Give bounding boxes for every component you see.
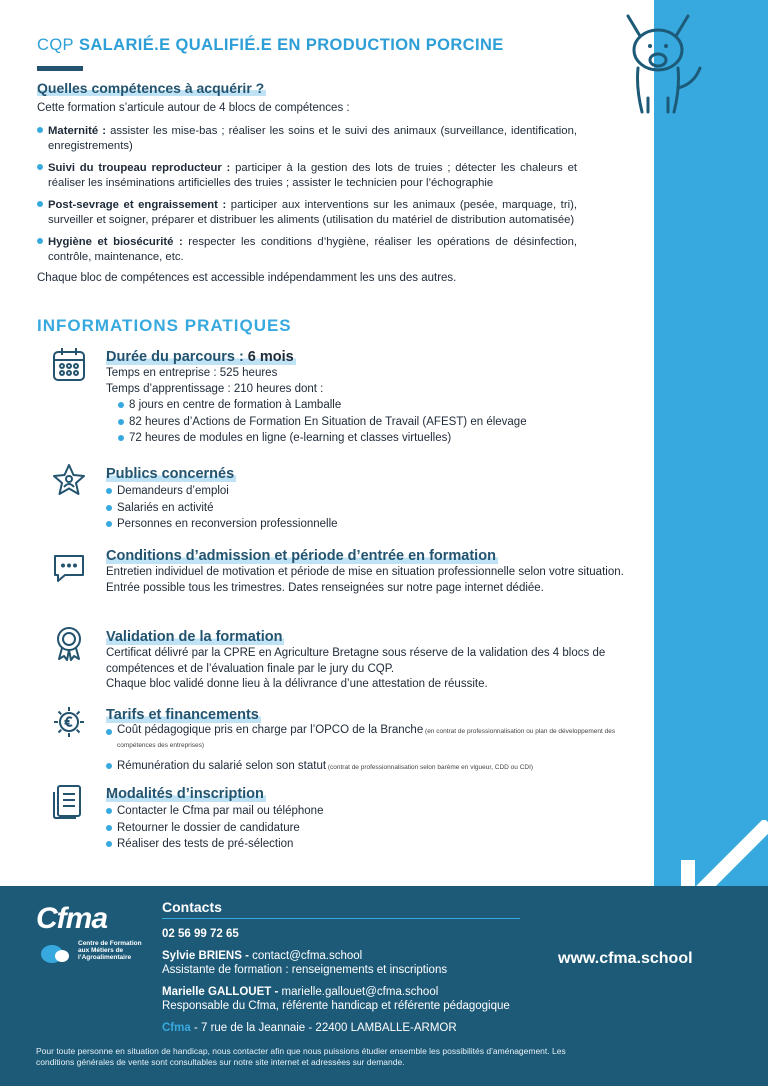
- competences-list: [37, 124, 577, 264]
- duree-heading: Durée du parcours : 6 mois: [106, 349, 294, 365]
- list-item: Contacter le Cfma par mail ou téléphone: [106, 803, 626, 820]
- modalites-heading: Modalités d’inscription: [106, 786, 264, 802]
- conditions-heading: Conditions d’admission et période d’entrée en formation: [106, 548, 496, 564]
- list-item: Suivi du troupeau reproducteur : participer à la gestion des lots de truies ; détecter les chaleurs et réaliser les inséminations artificielles des truies ; assister le technicien pour l’échographie: [37, 161, 577, 190]
- validation-heading: Validation de la formation: [106, 629, 283, 645]
- validation-block: [106, 628, 626, 693]
- contact-2: Marielle GALLOUET - marielle.gallouet@cfma.school Responsable du Cfma, référente handicap et référente pédagogique: [162, 986, 510, 1012]
- logo-subtitle: Centre de Formation aux Métiers de l’Agroalimentaire: [78, 940, 142, 961]
- list-item: Retourner le dossier de candidature: [106, 820, 626, 837]
- competences-closing: Chaque bloc de compétences est accessible indépendamment les uns des autres.: [37, 272, 457, 284]
- logo-wordmark: Cfma: [36, 902, 108, 935]
- tarifs-block: [106, 706, 626, 777]
- contacts-heading: Contacts: [162, 899, 222, 915]
- chat-bubble-icon: [50, 548, 88, 586]
- duree-block: [106, 348, 626, 447]
- competences-section: [37, 80, 577, 296]
- list-item: 72 heures de modules en ligne (e-learning et classes virtuelles): [118, 430, 626, 447]
- conditions-block: [106, 547, 626, 596]
- list-item: Hygiène et biosécurité : respecter les conditions d’hygiène, réaliser les opérations de désinfection, contrôle, maintenance, etc.: [37, 235, 577, 264]
- website-link[interactable]: www.cfma.school: [558, 950, 693, 967]
- star-person-icon: [50, 462, 88, 500]
- speech-bubble-icon: [40, 942, 70, 966]
- contacts-rule: [162, 918, 520, 919]
- list-item: 8 jours en centre de formation à Lamballe: [118, 397, 626, 414]
- competences-intro: Cette formation s’articule autour de 4 blocs de compétences :: [37, 102, 350, 114]
- competences-heading: Quelles compétences à acquérir ?: [37, 80, 265, 96]
- tarifs-list: [106, 724, 626, 777]
- list-item: Demandeurs d’emploi: [106, 483, 626, 500]
- list-item: Réaliser des tests de pré-sélection: [106, 836, 626, 853]
- title-main: SALARIÉ.E QUALIFIÉ.E EN PRODUCTION PORCINE: [78, 36, 504, 54]
- contacts-section: [162, 900, 522, 1043]
- title-rule: [37, 66, 83, 71]
- validation-text2: Chaque bloc validé donne lieu à la délivrance d’une attestation de réussite.: [106, 678, 488, 690]
- duree-line1: Temps en entreprise : 525 heures: [106, 367, 278, 379]
- list-item: Personnes en reconversion professionnelle: [106, 516, 626, 533]
- contact2-email-link[interactable]: marielle.gallouet@cfma.school: [281, 986, 439, 998]
- phone[interactable]: 02 56 99 72 65: [162, 928, 239, 940]
- clipboard-list-icon: [50, 782, 88, 820]
- modalites-list: [106, 803, 626, 853]
- cfma-logo: [36, 902, 142, 961]
- title-prefix: CQP: [37, 36, 74, 54]
- list-item: 82 heures d’Actions de Formation En Situation de Travail (AFEST) en élevage: [118, 414, 626, 431]
- list-item: Maternité : assister les mise-bas ; réaliser les soins et le suivi des animaux (surveillance, identification, enregistrements): [37, 124, 577, 153]
- footer: [0, 886, 768, 1086]
- modalites-block: [106, 785, 626, 853]
- contact1-email-link[interactable]: contact@cfma.school: [252, 950, 363, 962]
- list-item: Salariés en activité: [106, 500, 626, 517]
- conditions-text: Entretien individuel de motivation et période de mise en situation professionnelle selon votre situation. Entrée possible tous les trimestres. Dates renseignées sur notre page internet dédiée.: [106, 566, 624, 594]
- page-title: [37, 36, 504, 55]
- publics-list: [106, 483, 626, 533]
- award-ribbon-icon: [50, 624, 88, 662]
- contact-1: Sylvie BRIENS - contact@cfma.school Assistante de formation : renseignements et inscriptions: [162, 950, 448, 976]
- duree-value: 6 mois: [247, 349, 294, 365]
- info-heading: INFORMATIONS PRATIQUES: [37, 316, 292, 335]
- calendar-icon: [50, 346, 88, 384]
- list-item: Rémunération du salarié selon son statut (contrat de professionnalisation selon barème en vigueur, CDD ou CDI): [106, 758, 626, 777]
- pig-icon: [618, 8, 710, 118]
- publics-block: [106, 465, 626, 533]
- list-item: Post-sevrage et engraissement : participer aux interventions sur les animaux (pesée, marquage, tri), surveiller et soigner, préparer et distribuer les aliments (utilisation du matériel de distribution automatisée): [37, 198, 577, 227]
- euro-gear-icon: [50, 703, 88, 741]
- duree-list: [106, 397, 626, 447]
- duree-line2: Temps d’apprentissage : 210 heures dont :: [106, 382, 324, 395]
- publics-heading: Publics concernés: [106, 466, 235, 482]
- tarifs-heading: Tarifs et financements: [106, 707, 259, 723]
- validation-text: Certificat délivré par la CPRE en Agriculture Bretagne sous réserve de la validation des 4 blocs de compétences et de l’évaluation finale par le jury du CQP.: [106, 647, 606, 675]
- address: Cfma - 7 rue de la Jeannaie - 22400 LAMBALLE-ARMOR: [162, 1022, 457, 1034]
- list-item: Coût pédagogique pris en charge par l’OPCO de la Branche (en contrat de professionnalisation ou plan de développement des compétences des entreprises): [106, 724, 626, 752]
- disclaimer: Pour toute personne en situation de handicap, nous contacter afin que nous puissions étudier ensemble les possibilités d’aménagement. Les conditions générales de vente sont consultables sur notre site internet et adressées sur demande.: [36, 1046, 566, 1067]
- right-sidebar-band: [654, 0, 768, 886]
